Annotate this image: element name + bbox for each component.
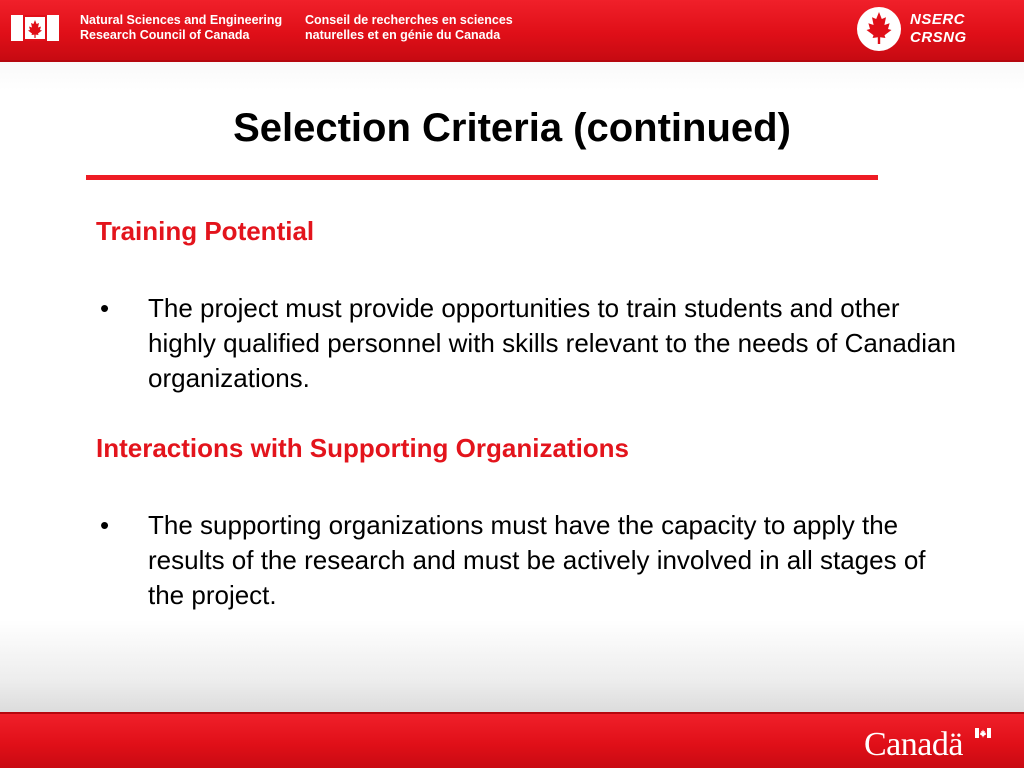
bullet-interactions-text: The supporting organizations must have the capacity to apply the results of the research and must be actively involved in all stages of the project. (148, 510, 926, 610)
council-name-french-line1: Conseil de recherches en sciences (305, 13, 513, 27)
header-band (0, 0, 1024, 62)
council-name-english-line1: Natural Sciences and Engineering (80, 13, 283, 27)
title-underline (86, 175, 878, 180)
wordmark-flag-icon (975, 728, 991, 738)
footer-band (0, 712, 1024, 768)
section-heading-training: Training Potential (96, 216, 315, 246)
canada-wordmark: Canadä (864, 726, 963, 763)
bullet-marker: • (100, 510, 110, 540)
logo-crsng: CRSNG (910, 29, 967, 46)
council-name-french-line2: naturelles et en génie du Canada (305, 28, 501, 42)
slide-title: Selection Criteria (continued) (233, 106, 791, 150)
nserc-crsng-logo-text (910, 11, 967, 47)
maple-leaf-logo-icon (856, 6, 902, 52)
section-heading-interactions: Interactions with Supporting Organizations (96, 433, 630, 463)
council-name-french (305, 13, 513, 43)
logo-nserc: NSERC (910, 11, 966, 28)
bullet-training-text: The project must provide opportunities to train students and other highly qualified personnel with skills relevant to the needs of Canadian organizations. (148, 293, 956, 393)
council-name-english-line2: Research Council of Canada (80, 28, 250, 42)
council-name-english (80, 13, 282, 43)
bullet-marker: • (100, 293, 110, 323)
canada-flag-icon (11, 15, 59, 41)
